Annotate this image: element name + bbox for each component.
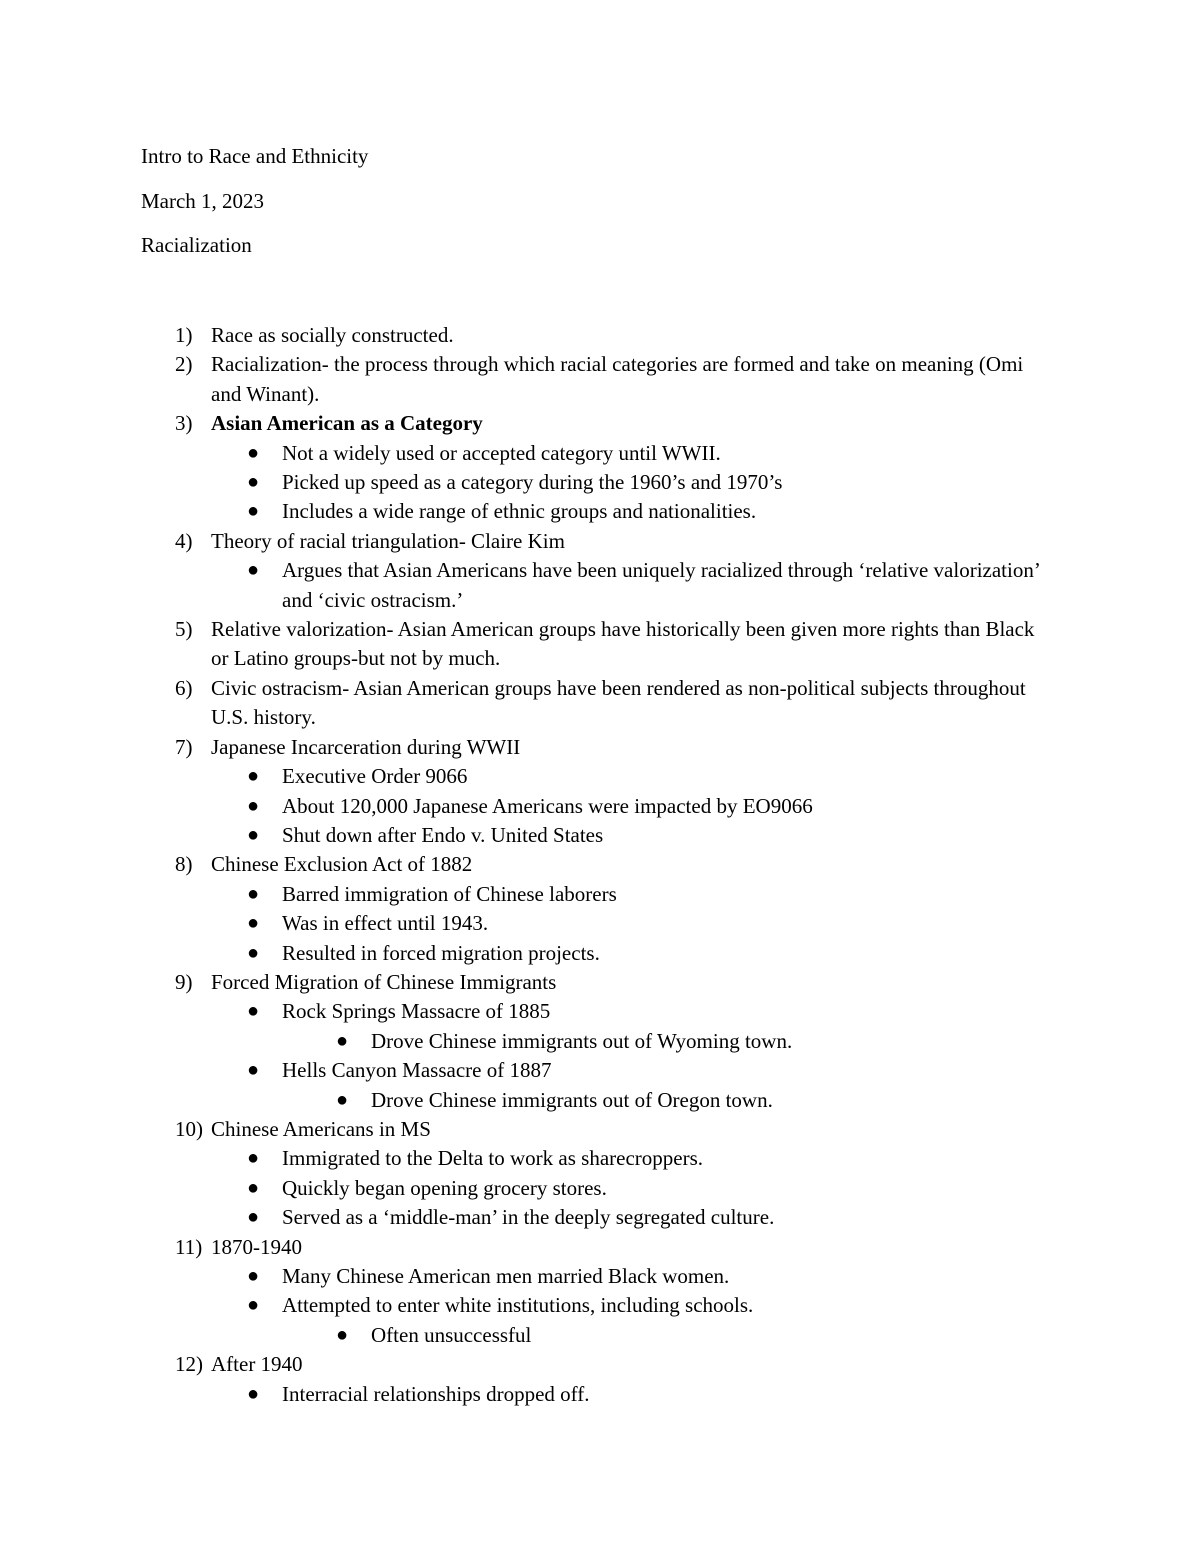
sub-bullet-item bbox=[0, 909, 1040, 938]
sub-bullet-text: Barred immigration of Chinese laborers bbox=[282, 881, 617, 906]
item-number: 6) bbox=[175, 675, 193, 700]
bullet-icon: ● bbox=[247, 912, 260, 935]
bullet-icon: ● bbox=[247, 794, 260, 817]
nested-bullet-item bbox=[0, 1086, 1040, 1115]
nested-bullet-text: Drove Chinese immigrants out of Oregon town. bbox=[371, 1087, 773, 1112]
sub-bullet-text: Includes a wide range of ethnic groups and nationalities. bbox=[282, 499, 757, 524]
bullet-icon: ● bbox=[247, 500, 260, 523]
sub-bullet-text: Executive Order 9066 bbox=[282, 764, 468, 789]
item-text: Relative valorization- Asian American groups have historically been given more rights than Black or Latino groups-but not by much. bbox=[211, 617, 1035, 671]
sub-bullet-item bbox=[0, 556, 1040, 615]
sub-bullet-text: Picked up speed as a category during the 1960’s and 1970’s bbox=[282, 470, 783, 495]
outline-item bbox=[0, 321, 1200, 350]
bullet-icon: ● bbox=[247, 823, 260, 846]
item-number: 4) bbox=[175, 528, 193, 553]
bullet-icon: ● bbox=[247, 1147, 260, 1170]
sub-bullet-text: Served as a ‘middle-man’ in the deeply segregated culture. bbox=[282, 1205, 775, 1230]
nested-bullet-text: Often unsuccessful bbox=[371, 1322, 532, 1347]
bullet-icon: ● bbox=[247, 559, 260, 582]
sub-bullet-text: Was in effect until 1943. bbox=[282, 911, 489, 936]
item-number: 11) bbox=[175, 1234, 203, 1259]
outline-item-row bbox=[0, 1350, 1040, 1379]
item-text: Theory of racial triangulation- Claire Kim bbox=[211, 528, 565, 553]
bullet-icon: ● bbox=[336, 1088, 349, 1111]
bullet-icon: ● bbox=[247, 1000, 260, 1023]
outline-item-row bbox=[0, 968, 1040, 997]
sub-bullet-item bbox=[0, 792, 1040, 821]
item-text: Forced Migration of Chinese Immigrants bbox=[211, 969, 557, 994]
sub-bullet-text: Resulted in forced migration projects. bbox=[282, 940, 600, 965]
sub-bullet-item bbox=[0, 1144, 1040, 1173]
item-text: Race as socially constructed. bbox=[211, 323, 454, 347]
outline-item bbox=[0, 850, 1200, 968]
outline-item-row bbox=[0, 350, 1040, 409]
outline-item bbox=[0, 1350, 1200, 1409]
sub-bullet-text: Hells Canyon Massacre of 1887 bbox=[282, 1058, 552, 1083]
lecture-topic: Racialization bbox=[141, 233, 252, 257]
outline-item-row bbox=[0, 527, 1040, 556]
sub-bullet-item bbox=[0, 1056, 1040, 1085]
item-number: 10) bbox=[175, 1116, 203, 1141]
sub-bullet-text: Shut down after Endo v. United States bbox=[282, 822, 604, 847]
sub-bullet-item bbox=[0, 762, 1040, 791]
outline-item bbox=[0, 968, 1200, 1115]
outline-item-row bbox=[0, 321, 1040, 350]
bullet-icon: ● bbox=[247, 1265, 260, 1287]
sub-bullet-item bbox=[0, 939, 1040, 968]
outline-item-row bbox=[0, 1233, 1040, 1262]
item-number: 8) bbox=[175, 852, 193, 877]
bullet-icon: ● bbox=[247, 1382, 260, 1405]
outline-item bbox=[0, 527, 1200, 615]
outline-item-row bbox=[0, 1115, 1040, 1144]
sub-bullet-item bbox=[0, 1174, 1040, 1203]
item-text: Japanese Incarceration during WWII bbox=[211, 734, 521, 759]
lecture-date: March 1, 2023 bbox=[141, 189, 265, 213]
sub-bullet-text: Interracial relationships dropped off. bbox=[282, 1381, 590, 1406]
item-text: Racialization- the process through which racial categories are formed and take on meaning (Omi and Winant). bbox=[211, 352, 1024, 406]
bullet-icon: ● bbox=[336, 1323, 349, 1346]
sub-bullet-text: Rock Springs Massacre of 1885 bbox=[282, 999, 551, 1024]
sub-bullet-item bbox=[0, 997, 1040, 1026]
item-number: 2) bbox=[175, 352, 193, 377]
bullet-icon: ● bbox=[336, 1029, 349, 1052]
item-text: Chinese Americans in MS bbox=[211, 1116, 431, 1141]
course-title: Intro to Race and Ethnicity bbox=[141, 144, 369, 168]
outline-item bbox=[0, 1233, 1200, 1351]
bullet-icon: ● bbox=[247, 765, 260, 788]
sub-bullet-item bbox=[0, 821, 1040, 850]
item-text: Asian American as a Category bbox=[211, 411, 483, 436]
sub-bullet-text: Immigrated to the Delta to work as sharecroppers. bbox=[282, 1146, 704, 1171]
outline-item bbox=[0, 409, 1200, 527]
sub-bullet-item bbox=[0, 439, 1040, 468]
bullet-icon: ● bbox=[247, 1294, 260, 1317]
outline-item bbox=[0, 733, 1200, 851]
item-number: 1) bbox=[175, 323, 193, 347]
item-number: 5) bbox=[175, 617, 193, 642]
bullet-icon: ● bbox=[247, 941, 260, 964]
sub-bullet-text: About 120,000 Japanese Americans were impacted by EO9066 bbox=[282, 793, 813, 818]
sub-bullet-text: Quickly began opening grocery stores. bbox=[282, 1175, 607, 1200]
sub-bullet-text: Not a widely used or accepted category until WWII. bbox=[282, 440, 721, 465]
item-text: Civic ostracism- Asian American groups have been rendered as non-political subjects throughout U.S. history. bbox=[211, 675, 1026, 730]
outline-item bbox=[0, 350, 1200, 409]
bullet-icon: ● bbox=[247, 471, 260, 494]
numbered-outline bbox=[0, 321, 1200, 1409]
bullet-icon: ● bbox=[247, 882, 260, 905]
sub-bullet-item bbox=[0, 468, 1040, 497]
nested-bullet-text: Drove Chinese immigrants out of Wyoming town. bbox=[371, 1028, 793, 1053]
sub-bullet-item bbox=[0, 497, 1040, 526]
outline-item-row bbox=[0, 615, 1040, 674]
item-text: Chinese Exclusion Act of 1882 bbox=[211, 852, 473, 877]
item-number: 3) bbox=[175, 411, 193, 436]
sub-bullet-text: Many Chinese American men married Black women. bbox=[282, 1264, 730, 1288]
outline-item bbox=[0, 1115, 1200, 1233]
outline-item-row bbox=[0, 733, 1040, 762]
item-number: 9) bbox=[175, 969, 193, 994]
sub-bullet-text: Attempted to enter white institutions, including schools. bbox=[282, 1293, 754, 1318]
outline-item-row bbox=[0, 674, 1040, 733]
sub-bullet-item bbox=[0, 1203, 1040, 1232]
sub-bullet-item bbox=[0, 1380, 1040, 1409]
outline-item-row bbox=[0, 409, 1040, 438]
outline-item bbox=[0, 615, 1200, 674]
item-number: 12) bbox=[175, 1352, 203, 1377]
bullet-icon: ● bbox=[247, 1059, 260, 1082]
bullet-icon: ● bbox=[247, 1206, 260, 1229]
sub-bullet-item bbox=[0, 880, 1040, 909]
sub-bullet-item bbox=[0, 1291, 1040, 1320]
nested-bullet-item bbox=[0, 1321, 1040, 1350]
sub-bullet-item bbox=[0, 1262, 1040, 1291]
bullet-icon: ● bbox=[247, 1176, 260, 1199]
outline-item bbox=[0, 674, 1200, 733]
nested-bullet-item bbox=[0, 1027, 1040, 1056]
item-text: 1870-1940 bbox=[211, 1234, 302, 1259]
item-text: After 1940 bbox=[211, 1352, 303, 1377]
bullet-icon: ● bbox=[247, 441, 260, 464]
sub-bullet-text: Argues that Asian Americans have been uniquely racialized through ‘relative valorization’ and ‘civic ostracism.’ bbox=[282, 558, 1040, 612]
outline-item-row bbox=[0, 850, 1040, 879]
item-number: 7) bbox=[175, 734, 193, 759]
